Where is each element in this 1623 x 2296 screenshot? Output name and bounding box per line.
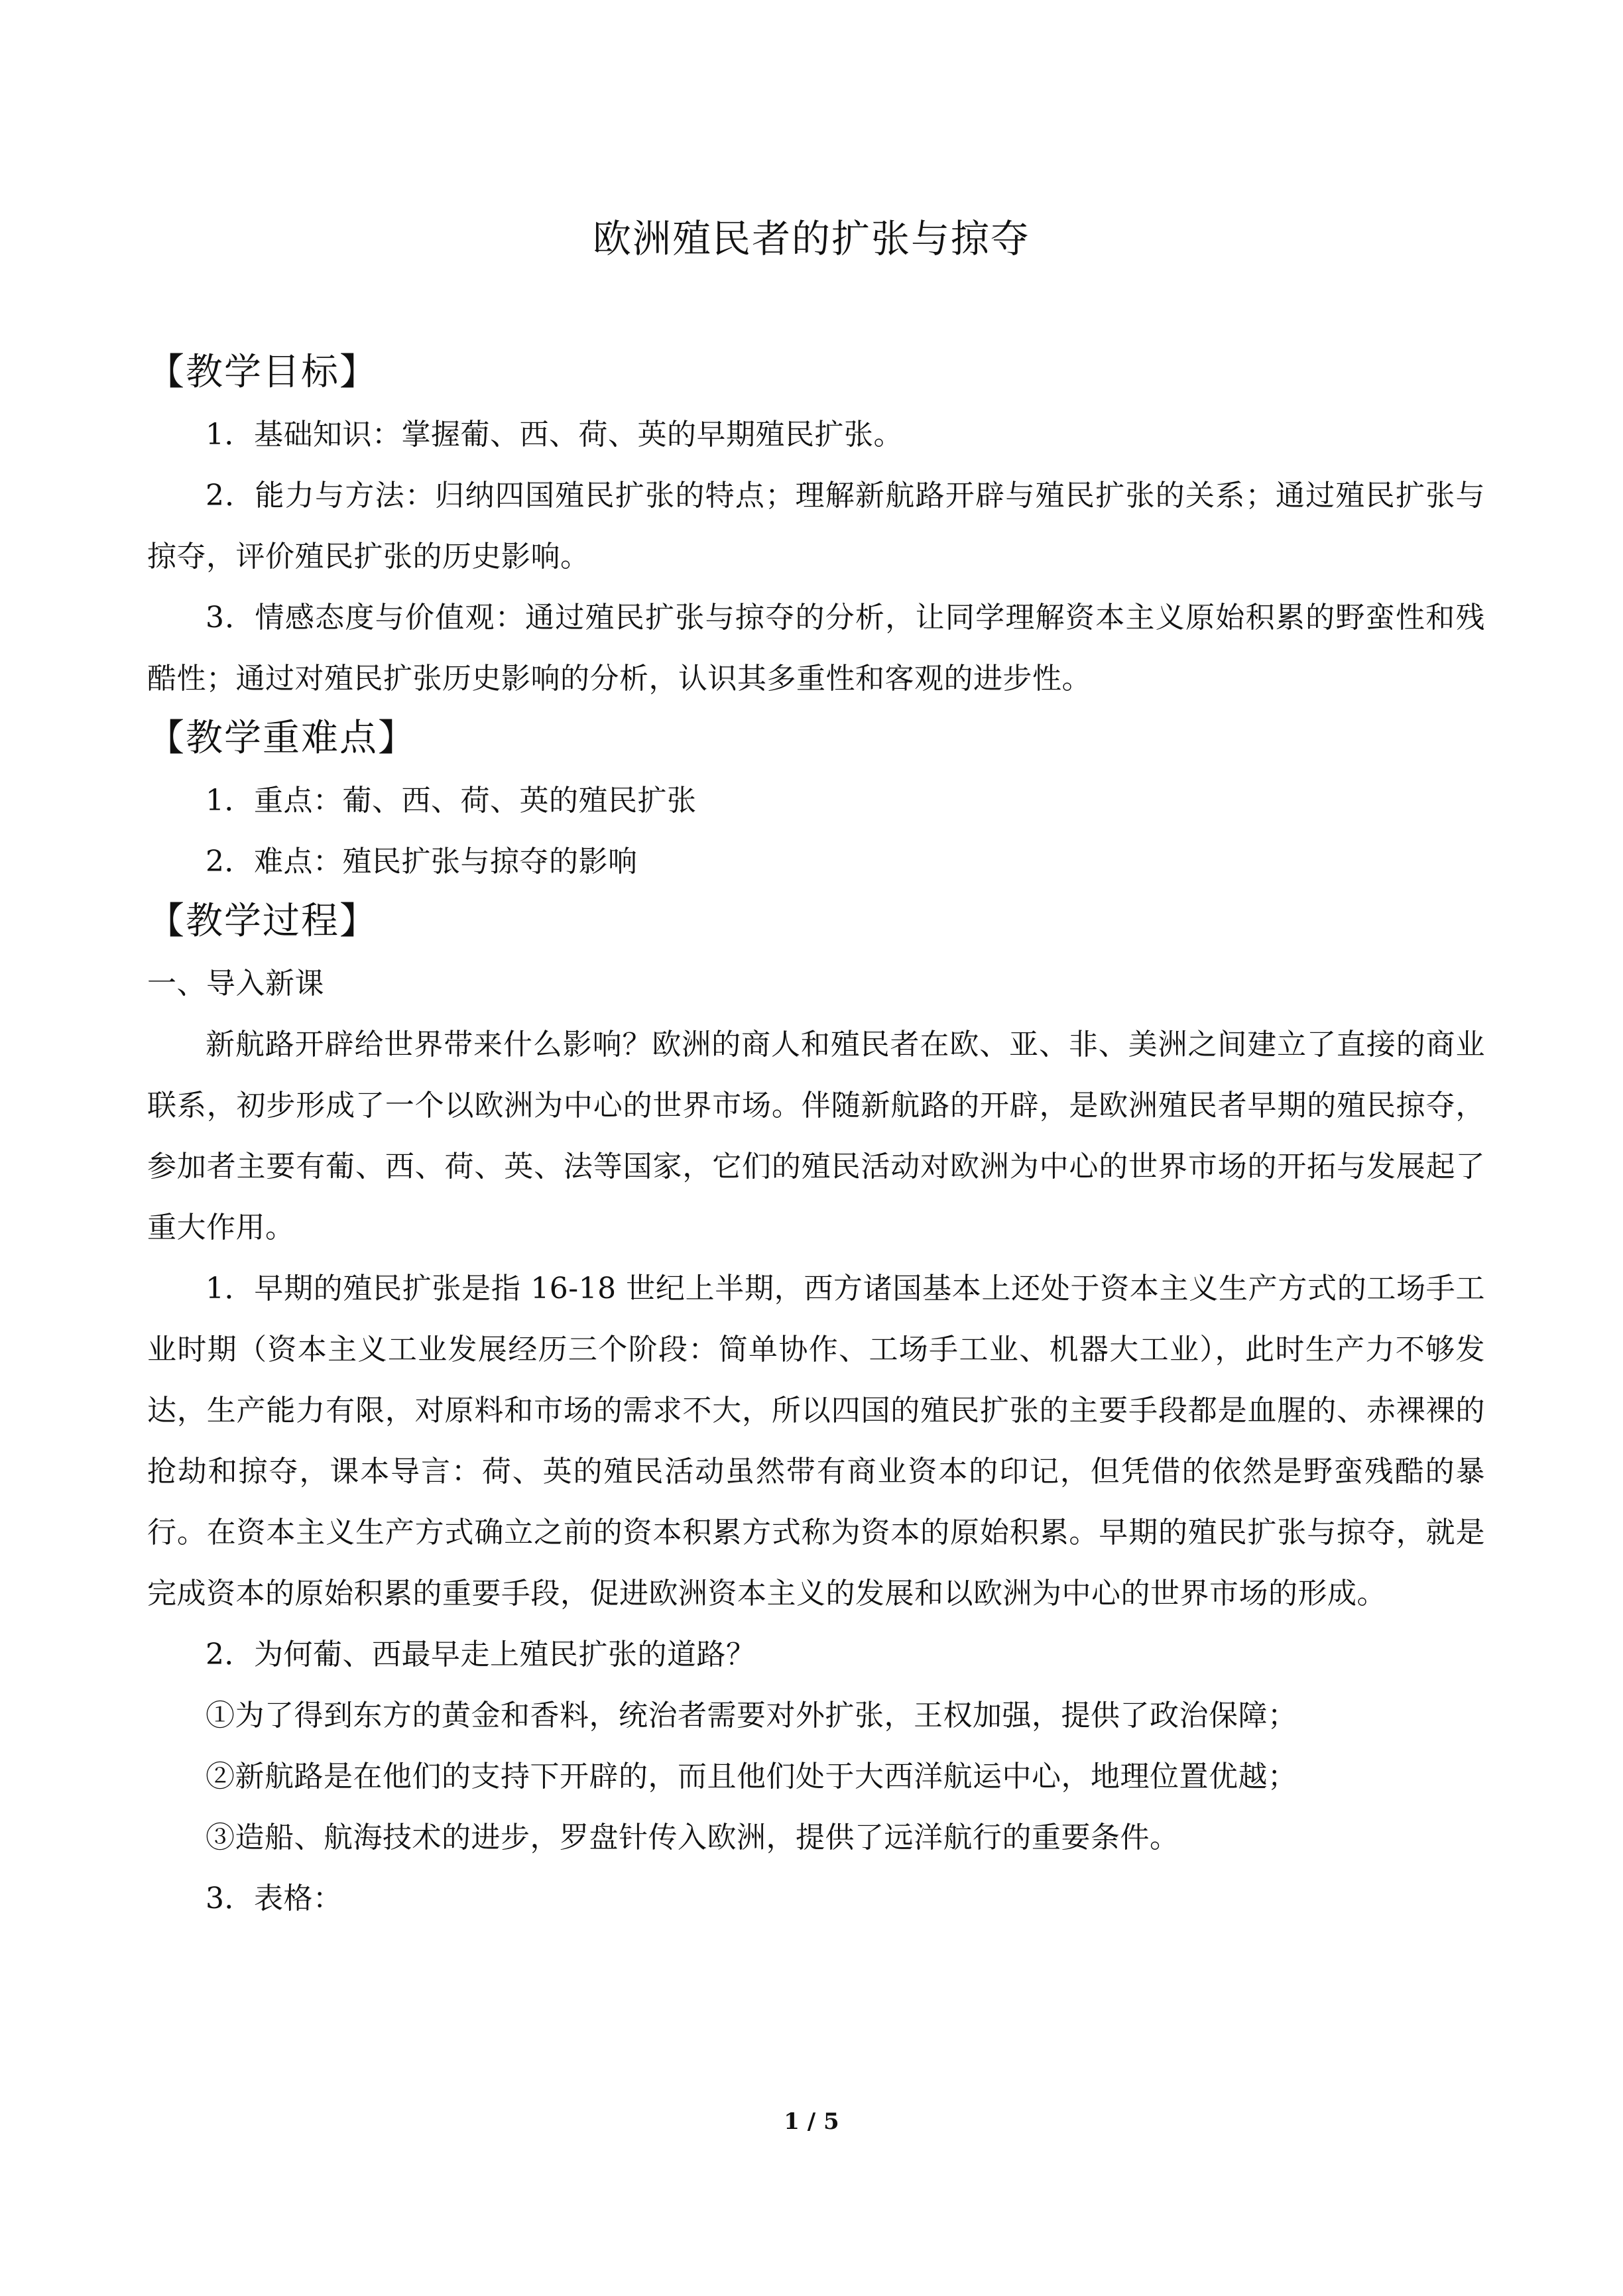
objective-item: 1．基础知识：掌握葡、西、荷、英的早期殖民扩张。 bbox=[206, 418, 903, 452]
section-heading-process: 【教学过程】 bbox=[147, 900, 378, 943]
process-point-1: 1．早期的殖民扩张是指 16-18 世纪上半期，西方诸国基本上还处于资本主义生产方式的工场手工业时期（资本主义工业发展经历三个阶段：简单协作、工场手工业、机器大工业），此时生产力不够发达，生产能力有限，对原料和市场的需求不大，所以四国的殖民扩张的主要手段都是血腥的、赤裸裸的抢劫和掠夺，课本导言：荷、英的殖民活动虽然带有商业资本的印记，但凭借的依然是野蛮残酷的暴行。在资本主义生产方式确立之前的资本积累方式称为资本的原始积累。早期的殖民扩张与掠夺，就是完成资本的原始积累的重要手段，促进欧洲资本主义的发展和以欧洲为中心的世界市场的形成。 bbox=[147, 1272, 1485, 1610]
process-point-2: 2．为何葡、西最早走上殖民扩张的道路？ bbox=[206, 1638, 756, 1671]
section-heading-key-points: 【教学重难点】 bbox=[147, 717, 416, 760]
key-point-item: 1．重点：葡、西、荷、英的殖民扩张 bbox=[206, 784, 697, 817]
page-number: 1 / 5 bbox=[784, 2108, 839, 2135]
key-point-item: 2．难点：殖民扩张与掠夺的影响 bbox=[206, 845, 638, 878]
objective-item: 3．情感态度与价值观：通过殖民扩张与掠夺的分析，让同学理解资本主义原始积累的野蛮性和残酷性；通过对殖民扩张历史影响的分析，认识其多重性和客观的进步性。 bbox=[147, 601, 1485, 695]
process-point-3: 3．表格： bbox=[206, 1882, 343, 1915]
intro-paragraph: 新航路开辟给世界带来什么影响？欧洲的商人和殖民者在欧、亚、非、美洲之间建立了直接的商业联系，初步形成了一个以欧洲为中心的世界市场。伴随新航路的开辟，是欧洲殖民者早期的殖民掠夺，参加者主要有葡、西、荷、英、法等国家，它们的殖民活动对欧洲为中心的世界市场的开拓与发展起了重大作用。 bbox=[147, 1028, 1485, 1244]
reason-item: ③造船、航海技术的进步，罗盘针传入欧洲，提供了远洋航行的重要条件。 bbox=[206, 1821, 1179, 1854]
objective-item: 2．能力与方法：归纳四国殖民扩张的特点；理解新航路开辟与殖民扩张的关系；通过殖民扩张与掠夺，评价殖民扩张的历史影响。 bbox=[147, 479, 1485, 574]
section-heading-objectives: 【教学目标】 bbox=[147, 351, 378, 394]
document-body bbox=[147, 343, 1485, 1929]
reason-item: ②新航路是在他们的支持下开辟的，而且他们处于大西洋航运中心，地理位置优越； bbox=[206, 1760, 1297, 1793]
page-title: 欧洲殖民者的扩张与掠夺 bbox=[592, 216, 1030, 261]
reason-item: ①为了得到东方的黄金和香料，统治者需要对外扩张，王权加强，提供了政治保障； bbox=[206, 1699, 1297, 1732]
process-subheading: 一、导入新课 bbox=[147, 967, 324, 1000]
